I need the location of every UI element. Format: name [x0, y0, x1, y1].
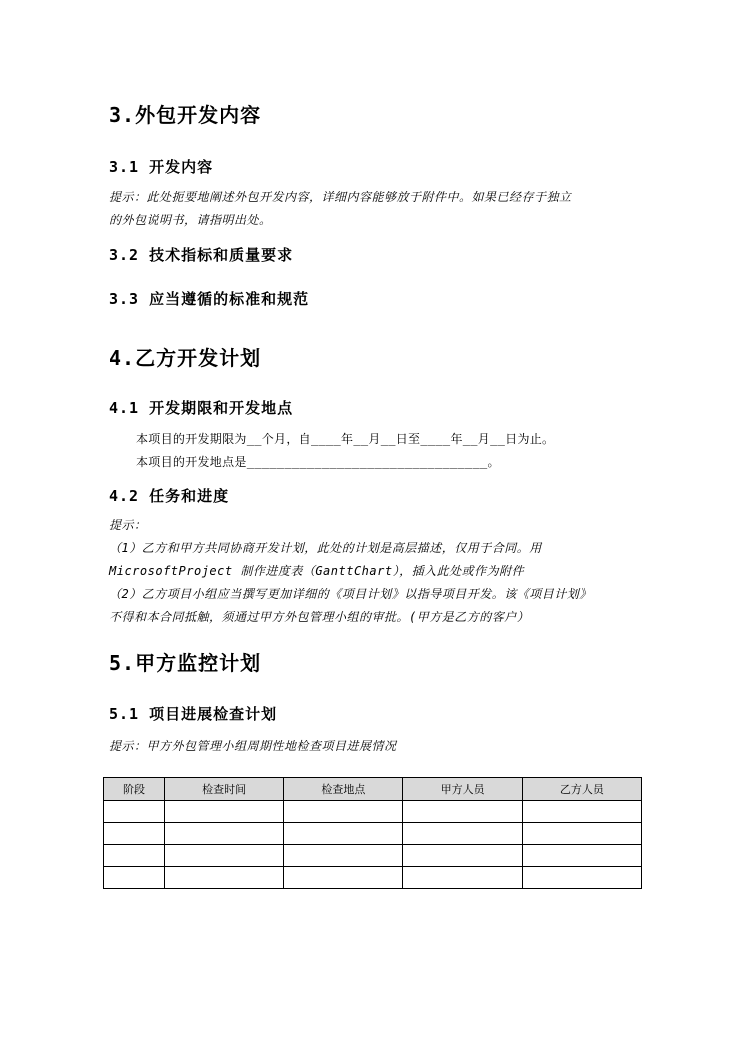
hint-line: MicrosoftProject 制作进度表（GanttChart），插入此处或作为附件	[109, 564, 525, 578]
table-cell	[104, 801, 165, 823]
section-5-heading: 5.甲方监控计划	[109, 651, 262, 675]
table-header-row	[104, 778, 642, 801]
table-row	[104, 801, 642, 823]
table-cell	[284, 823, 403, 845]
table-cell	[104, 823, 165, 845]
hint-line: （1）乙方和甲方共同协商开发计划，此处的计划是高层描述，仅用于合同。用	[109, 541, 542, 555]
table-cell	[164, 867, 283, 889]
column-header-party-b-staff: 乙方人员	[522, 778, 641, 801]
table-cell	[403, 823, 522, 845]
table-cell	[164, 823, 283, 845]
inspection-plan-table	[103, 777, 642, 889]
hint-line: 不得和本合同抵触，须通过甲方外包管理小组的审批。(甲方是乙方的客户）	[109, 610, 530, 624]
hint-line: 提示：	[109, 518, 147, 532]
table-cell	[164, 801, 283, 823]
table-row	[104, 823, 642, 845]
column-header-stage: 阶段	[104, 778, 165, 801]
table-row	[104, 845, 642, 867]
table-cell	[104, 867, 165, 889]
table-row	[104, 867, 642, 889]
section-3-1-heading: 3.1 开发内容	[109, 158, 214, 176]
section-4-heading: 4.乙方开发计划	[109, 346, 262, 370]
table-cell	[522, 845, 641, 867]
table-cell	[104, 845, 165, 867]
table-cell	[284, 801, 403, 823]
section-3-3-heading: 3.3 应当遵循的标准和规范	[109, 290, 310, 308]
table-cell	[284, 845, 403, 867]
table-cell	[284, 867, 403, 889]
section-3-1-hint	[109, 186, 649, 232]
section-5-1-hint: 提示：甲方外包管理小组周期性地检查项目进展情况	[109, 739, 397, 753]
table-cell	[403, 845, 522, 867]
section-3-2-heading: 3.2 技术指标和质量要求	[109, 246, 294, 264]
hint-line: （2）乙方项目小组应当撰写更加详细的《项目计划》以指导项目开发。该《项目计划》	[109, 587, 592, 601]
hint-line: 的外包说明书，请指明出处。	[109, 213, 272, 227]
table-cell	[403, 867, 522, 889]
section-5-1-heading: 5.1 项目进展检查计划	[109, 705, 278, 723]
section-4-1-heading: 4.1 开发期限和开发地点	[109, 399, 294, 417]
table-cell	[522, 801, 641, 823]
table-cell	[403, 801, 522, 823]
table-cell	[522, 823, 641, 845]
section-4-2-hint	[109, 514, 654, 629]
section-3-heading: 3.外包开发内容	[109, 103, 262, 127]
table-cell	[522, 867, 641, 889]
hint-line: 提示：此处扼要地阐述外包开发内容，详细内容能够放于附件中。如果已经存于独立	[109, 190, 572, 204]
column-header-check-location: 检查地点	[284, 778, 403, 801]
column-header-party-a-staff: 甲方人员	[403, 778, 522, 801]
table-cell	[164, 845, 283, 867]
column-header-check-time: 检查时间	[164, 778, 283, 801]
development-period-line: 本项目的开发期限为__个月，自____年__月__日至____年__月__日为止。	[136, 432, 555, 446]
development-location-line: 本项目的开发地点是________________________________。	[136, 455, 500, 469]
section-4-2-heading: 4.2 任务和进度	[109, 487, 230, 505]
